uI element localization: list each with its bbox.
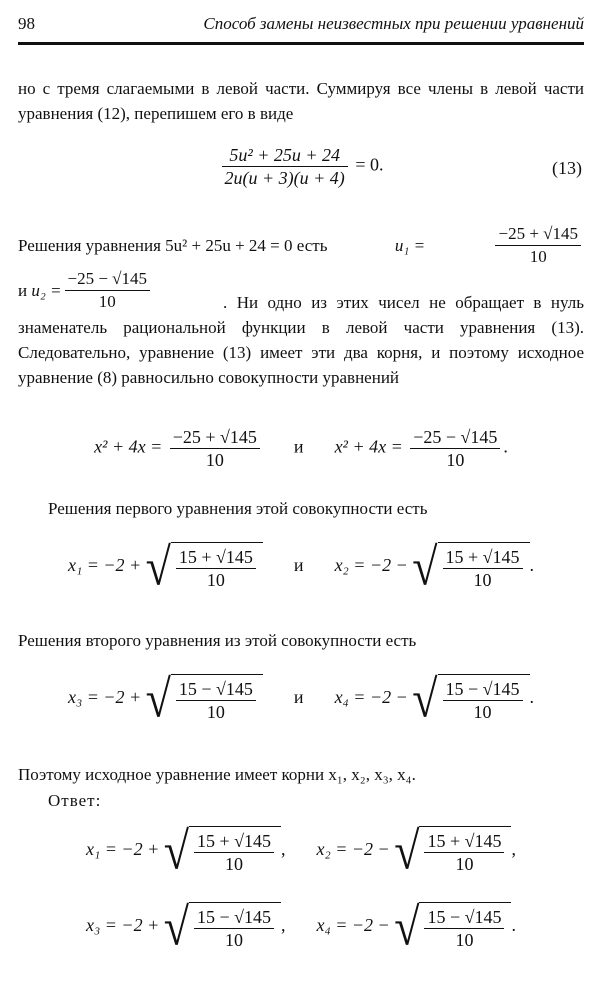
ans-x2-sqrt: √ $\frac{15 + √145}{10}$: [394, 826, 511, 876]
paragraph-continued: . Ни одно из этих чисел не обращает в нуль знаменатель рациональной функции в левой части уравнения (13). Следовательно, уравнение (13) имеет эти два корня, и поэтому исходное уравнение (8) равносильно совокупности уравнений: [18, 293, 584, 387]
paragraph-second-set: Решения второго уравнения из этой совокупности есть: [18, 631, 417, 650]
ans-x1-radicand-den: 10: [224, 854, 243, 874]
x34-and: и: [293, 687, 304, 708]
ans-x1-radicand-num: 15 + √145: [194, 830, 274, 853]
u1-fraction: [495, 223, 581, 268]
eq13-denominator: 2u(u + 3)(u + 4): [224, 168, 345, 188]
ans-x2-radicand-den: 10: [455, 854, 474, 874]
answer-row-1: x₁ = −2 + √ $\frac{15 + √145}{10}$ , x₂ = −2 − √ $\frac{15 + √145}{10}$ ,: [86, 821, 516, 880]
ans-x4-radicand-den: 10: [455, 930, 474, 950]
set1-denominator: 10: [205, 450, 224, 470]
eq13-rhs: = 0.: [355, 154, 384, 175]
x1-sqrt: √ $\frac{15 + √145}{10}$: [146, 542, 263, 592]
x4-lhs: x₄ = −2 −: [334, 687, 408, 708]
p2-lead: Решения уравнения 5u² + 25u + 24 = 0 есть: [18, 235, 328, 255]
set2-fraction: [410, 426, 500, 471]
equation-x1-x2: x₁ = −2 + √ $\frac{15 + √145}{10}$ и x₂ = −2 − √ $\frac{15 + √145}{10}$ .: [67, 537, 535, 596]
ans-x2-radicand-num: 15 + √145: [424, 830, 504, 853]
u1-numerator: −25 + √145: [495, 223, 581, 246]
answer-row-2: x₃ = −2 + √ $\frac{15 - √145}{10}$ , x₄ = −2 − √ $\frac{15 - √145}{10}$ .: [86, 897, 516, 956]
set-and: и: [293, 436, 304, 457]
x2-radicand-num: 15 + √145: [443, 546, 523, 569]
eq13-numerator: 5u² + 25u + 24: [222, 144, 348, 167]
ans-x1-lhs: x₁ = −2 +: [86, 839, 160, 860]
ans-x3-sqrt: √ $\frac{15 - √145}{10}$: [164, 902, 281, 952]
x3-lhs: x₃ = −2 +: [67, 687, 142, 708]
p2-and: и: [18, 280, 28, 300]
header-rule: [18, 42, 584, 45]
paragraph-roots: Поэтому исходное уравнение имеет корни x₁, x₂, x₃, x₄.: [18, 765, 416, 784]
u2-denominator: 10: [98, 291, 116, 311]
set1-lhs: x² + 4x =: [94, 436, 163, 457]
x4-sqrt: √ $\frac{15 - √145}{10}$: [412, 674, 529, 724]
x2-sqrt: √ $\frac{15 + √145}{10}$: [412, 542, 529, 592]
u2-label: u₂ =: [31, 280, 62, 300]
x1-lhs: x₁ = −2 +: [67, 555, 142, 576]
ans-x2-lhs: x₂ = −2 −: [316, 839, 390, 860]
x12-and: и: [293, 555, 304, 576]
running-title: Способ замены неизвестных при решении уравнений: [203, 14, 584, 33]
set2-numerator: −25 − √145: [410, 426, 500, 449]
page-header: [18, 12, 584, 40]
ans-x4-lhs: x₄ = −2 −: [316, 915, 390, 936]
equation-13: [18, 144, 584, 189]
x3-radicand-den: 10: [206, 702, 225, 722]
paragraph-intro: но с тремя слагаемыми в левой части. Суммируя все члены в левой части уравнения (12), перепишем его в виде: [18, 79, 584, 123]
ans-x4-radicand-num: 15 − √145: [424, 906, 504, 929]
set1-fraction: [170, 426, 260, 471]
ans-x4-sqrt: √ $\frac{15 - √145}{10}$: [394, 902, 511, 952]
x4-radicand-den: 10: [473, 702, 492, 722]
x3-radicand-num: 15 − √145: [176, 678, 256, 701]
answer-label: Ответ:: [48, 791, 102, 810]
eq13-fraction: [222, 144, 348, 189]
x4-radicand-num: 15 − √145: [443, 678, 523, 701]
u1-denominator: 10: [529, 246, 547, 266]
set2-denominator: 10: [446, 450, 465, 470]
x2-lhs: x₂ = −2 −: [334, 555, 408, 576]
x3-sqrt: √ $\frac{15 - √145}{10}$: [146, 674, 263, 724]
equation-label-13: (13): [552, 158, 582, 178]
equation-set-quadratic: x² + 4x = $\frac{-25 + √145}{10}$ и x² + 4x = $\frac{-25 - √145}{10}$ .: [94, 427, 508, 470]
ans-x1-sqrt: √ $\frac{15 + √145}{10}$: [164, 826, 281, 876]
page-number: 98: [18, 14, 35, 33]
set1-numerator: −25 + √145: [170, 426, 260, 449]
equation-x3-x4: x₃ = −2 + √ $\frac{15 - √145}{10}$ и x₄ = −2 − √ $\frac{15 - √145}{10}$ .: [67, 669, 535, 728]
set2-lhs: x² + 4x =: [334, 436, 403, 457]
ans-x3-radicand-num: 15 − √145: [194, 906, 274, 929]
ans-x3-radicand-den: 10: [224, 930, 243, 950]
x2-radicand-den: 10: [473, 570, 492, 590]
ans-x3-lhs: x₃ = −2 +: [86, 915, 160, 936]
x1-radicand-num: 15 + √145: [176, 546, 256, 569]
paragraph-first-set: Решения первого уравнения этой совокупности есть: [48, 499, 428, 518]
u1-label: u₁ =: [394, 235, 426, 255]
x1-radicand-den: 10: [206, 570, 225, 590]
u2-numerator: −25 − √145: [65, 268, 151, 291]
